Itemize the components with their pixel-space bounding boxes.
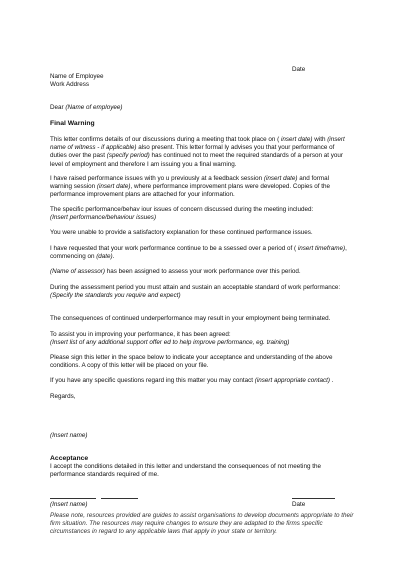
insert-name: (Insert name) xyxy=(50,432,88,439)
paragraph-contact: If you have any specific questions regard ing this matter you may contact (insert appropriate contact) . xyxy=(50,377,334,384)
letter-title: Final Warning xyxy=(50,120,95,127)
disclaimer-note: Please note, resources provided are guides to assist organisations to develop documents appropriate to their firm situation. The resources may require changes to ensure they are adapted to the firms specific circumstances in regard to any applicable laws that apply in your state or territory. xyxy=(50,512,354,536)
regards: Regards, xyxy=(50,393,76,400)
paragraph-support: To assist you in improving your performance, it has been agreed: (Insert list of any additional support offer ed to help improve performance, eg. training) xyxy=(50,331,290,347)
greeting: Dear (Name of employee) xyxy=(50,104,123,111)
paragraph-assessment-period: I have requested that your work performance continue to be a ssessed over a period of ( insert timeframe), commencing on (date). xyxy=(50,245,347,261)
paragraph-sign-request: Please sign this letter in the space below to indicate your acceptance and understanding of the above conditions. A copy of this letter will be placed on your file. xyxy=(50,354,333,370)
acceptance-text: I accept the conditions detailed in this letter and understand the consequences of not meeting the performance standards required of me. xyxy=(50,463,321,479)
paragraph-issues: The specific performance/behav iour issues of concern discussed during the meeting included: (Insert performance/behaviour issues) xyxy=(50,206,314,222)
signature-name: (Insert name) xyxy=(50,501,88,508)
work-address: Work Address xyxy=(50,81,90,88)
date-label: Date xyxy=(292,66,306,73)
signature-line xyxy=(101,498,138,499)
paragraph-consequences: The consequences of continued underperformance may result in your employment being terminated. xyxy=(50,315,331,322)
paragraph-explanation: You were unable to provide a satisfactory explanation for these continued performance issues. xyxy=(50,229,313,236)
paragraph-previous-issues: I have raised performance issues with yo u previously at a feedback session (insert date) and formal warning session (insert date), where performance improvement plans were developed. Copies of the performance improvement plans are attached for your information. xyxy=(50,175,331,199)
acceptance-title: Acceptance xyxy=(50,455,89,462)
employee-name: Name of Employee xyxy=(50,73,104,80)
signature-line-name xyxy=(50,498,96,499)
paragraph-meeting: This letter confirms details of our discussions during a meeting that took place on ( insert date) with (insert name of witness - if applicable) also present. This letter formal ly advises you that your performance of duties over the past (specify period) has continued not to meet the required standards of a person at your level of employment and therefore I am issuing you a final warning. xyxy=(50,136,345,168)
date-line xyxy=(292,498,335,499)
paragraph-assessor: (Name of assessor) has been assigned to assess your work performance over this period. xyxy=(50,268,301,275)
paragraph-standards: During the assessment period you must attain and sustain an acceptable standard of work performance: (Specify the standards you require and expect) xyxy=(50,284,341,300)
signature-date: Date xyxy=(292,501,306,508)
